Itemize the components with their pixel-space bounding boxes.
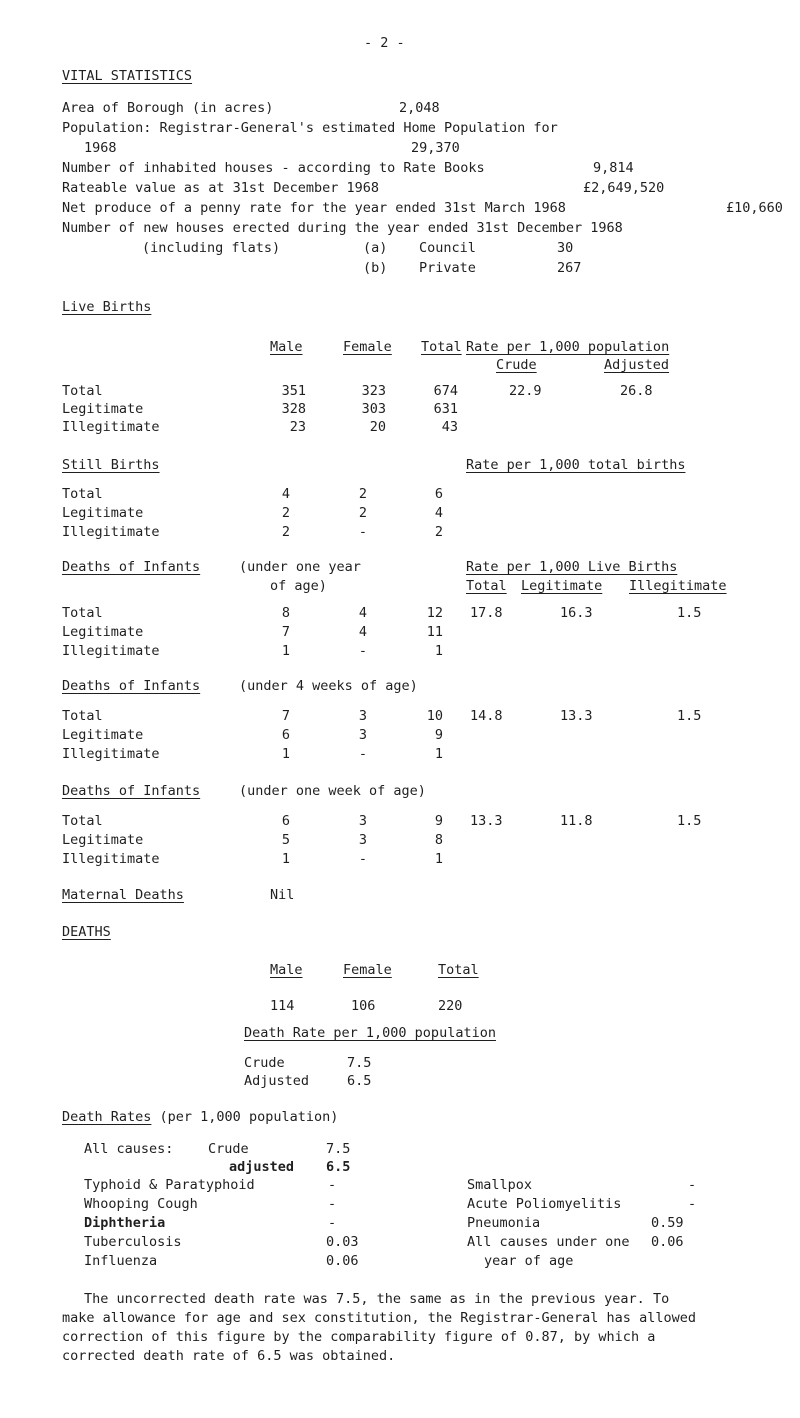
rate-crude-header: Crude (496, 357, 537, 373)
rate-legitimate-value: 16.3 (560, 605, 593, 621)
death-rate-adjusted-label: Adjusted (244, 1073, 310, 1089)
rate-per-population-header: Rate per 1,000 population (466, 339, 670, 355)
total-value: 43 (441, 419, 458, 435)
all-causes-crude-value: 7.5 (326, 1141, 351, 1157)
total-value: 11 (426, 624, 443, 640)
death-rate-crude-value: 7.5 (347, 1055, 372, 1071)
male-value: 2 (281, 505, 290, 521)
rate-total-value: 17.8 (470, 605, 503, 621)
row-label: Legitimate (62, 727, 144, 743)
row-label: Illegitimate (62, 419, 160, 435)
cause-label: Whooping Cough (84, 1196, 198, 1212)
row-label: Total (62, 708, 103, 724)
total-value: 6 (434, 486, 443, 502)
female-value: 323 (361, 383, 386, 399)
rate-illegitimate-value: 1.5 (677, 813, 702, 829)
total-value: 4 (434, 505, 443, 521)
private-label: Private (419, 260, 476, 276)
cause-value: - (688, 1177, 697, 1193)
death-rates-heading (62, 1111, 338, 1125)
row-label: Illegitimate (62, 746, 160, 762)
deaths-col-male: Male (270, 962, 303, 978)
cause-label: Pneumonia (467, 1215, 541, 1231)
rate-illegitimate-value: 1.5 (677, 605, 702, 621)
rateable-label: Rateable value as at 31st December 1968 (62, 180, 379, 196)
cause-value: 0.06 (651, 1234, 684, 1250)
row-label: Legitimate (62, 624, 144, 640)
row-label: Total (62, 605, 103, 621)
male-value: 7 (281, 708, 290, 724)
cause-value: - (328, 1177, 337, 1193)
cause-label: Tuberculosis (84, 1234, 182, 1250)
female-value: 2 (358, 505, 367, 521)
still-births-heading: Still Births (62, 457, 160, 473)
footnote-line: corrected death rate of 6.5 was obtained. (62, 1348, 396, 1364)
including-flats: (including flats) (142, 240, 281, 256)
male-value: 4 (281, 486, 290, 502)
total-value: 674 (433, 383, 458, 399)
female-value: 4 (358, 624, 367, 640)
female-value: - (358, 746, 367, 762)
rate-legitimate-value: 13.3 (560, 708, 593, 724)
rate-total-value: 14.8 (470, 708, 503, 724)
council-label: Council (419, 240, 476, 256)
infant-deaths-qualifier: (under one year (239, 559, 361, 575)
cause-label-continuation: year of age (484, 1253, 574, 1269)
cause-value: 0.03 (326, 1234, 359, 1250)
infant-deaths-heading: Deaths of Infants (62, 559, 201, 575)
infant-rate-total-header: Total (466, 578, 507, 594)
footnote-line: The uncorrected death rate was 7.5, the same as in the previous year. To (84, 1291, 670, 1307)
deaths-col-total: Total (438, 962, 479, 978)
death-rate-crude-label: Crude (244, 1055, 285, 1071)
penny-rate-label: Net produce of a penny rate for the year ended 31st March 1968 (62, 200, 566, 216)
infant-deaths-qualifier: of age) (270, 578, 327, 594)
total-value: 9 (434, 727, 443, 743)
page-number: - 2 - (364, 35, 405, 51)
adjusted-rate-value: 26.8 (620, 383, 653, 399)
cause-value: - (688, 1196, 697, 1212)
total-value: 1 (434, 746, 443, 762)
row-label: Illegitimate (62, 643, 160, 659)
infant-deaths-heading: Deaths of Infants (62, 678, 201, 694)
infant-deaths-heading: Deaths of Infants (62, 783, 201, 799)
row-label: Legitimate (62, 505, 144, 521)
rateable-value: £2,649,520 (583, 180, 665, 196)
male-value: 2 (281, 524, 290, 540)
row-label: Illegitimate (62, 524, 160, 540)
maternal-deaths-label: Maternal Deaths (62, 887, 184, 903)
deaths-heading: DEATHS (62, 924, 111, 940)
female-value: 303 (361, 401, 386, 417)
row-label: Total (62, 383, 103, 399)
cause-value: - (328, 1196, 337, 1212)
male-value: 8 (281, 605, 290, 621)
cause-label: All causes under one (467, 1234, 630, 1250)
male-value: 7 (281, 624, 290, 640)
male-value: 6 (281, 813, 290, 829)
male-value: 1 (281, 851, 290, 867)
row-label: Total (62, 813, 103, 829)
all-causes-adjusted-value: 6.5 (326, 1159, 351, 1175)
col-total-header: Total (421, 339, 462, 355)
page-title: VITAL STATISTICS (62, 68, 193, 84)
female-value: 20 (369, 419, 386, 435)
penny-rate-value: £10,660 (726, 200, 783, 216)
total-value: 2 (434, 524, 443, 540)
area-label: Area of Borough (in acres) (62, 100, 274, 116)
female-value: 3 (358, 832, 367, 848)
cause-value: - (328, 1215, 337, 1231)
still-births-rate-header: Rate per 1,000 total births (466, 457, 686, 473)
cause-label: Smallpox (467, 1177, 533, 1193)
male-value: 1 (281, 643, 290, 659)
total-value: 10 (426, 708, 443, 724)
deaths-col-female: Female (343, 962, 392, 978)
cause-label: Diphtheria (84, 1215, 166, 1231)
female-value: 2 (358, 486, 367, 502)
infant-rate-legitimate-header: Legitimate (521, 578, 603, 594)
female-value: 3 (358, 727, 367, 743)
private-code: (b) (363, 260, 388, 276)
female-value: - (358, 851, 367, 867)
death-rates-heading-underlined: Death Rates (62, 1109, 152, 1125)
row-label: Illegitimate (62, 851, 160, 867)
population-year: 1968 (84, 140, 117, 156)
infant-rate-illegitimate-header: Illegitimate (629, 578, 727, 594)
total-value: 1 (434, 851, 443, 867)
rate-illegitimate-value: 1.5 (677, 708, 702, 724)
population-value: 29,370 (411, 140, 460, 156)
rate-total-value: 13.3 (470, 813, 503, 829)
infant-deaths-qualifier: (under one week of age) (239, 783, 426, 799)
female-value: - (358, 524, 367, 540)
all-causes-crude-label: Crude (208, 1141, 249, 1157)
total-value: 1 (434, 643, 443, 659)
infant-deaths-qualifier: (under 4 weeks of age) (239, 678, 418, 694)
death-rate-adjusted-value: 6.5 (347, 1073, 372, 1089)
cause-value: 0.59 (651, 1215, 684, 1231)
cause-label: Influenza (84, 1253, 158, 1269)
houses-value: 9,814 (593, 160, 634, 176)
male-value: 5 (281, 832, 290, 848)
male-value: 351 (281, 383, 306, 399)
private-value: 267 (557, 260, 582, 276)
row-label: Legitimate (62, 832, 144, 848)
row-label: Legitimate (62, 401, 144, 417)
death-rate-header: Death Rate per 1,000 population (244, 1025, 496, 1041)
female-value: 3 (358, 708, 367, 724)
deaths-total-value: 220 (438, 998, 463, 1014)
live-births-heading: Live Births (62, 299, 152, 315)
male-value: 1 (281, 746, 290, 762)
infant-rate-header: Rate per 1,000 Live Births (466, 559, 678, 575)
footnote-line: correction of this figure by the comparability figure of 0.87, by which a (62, 1329, 656, 1345)
male-value: 23 (289, 419, 306, 435)
council-value: 30 (557, 240, 574, 256)
rate-adjusted-header: Adjusted (604, 357, 670, 373)
population-label: Population: Registrar-General's estimated Home Population for (62, 120, 558, 136)
female-value: 3 (358, 813, 367, 829)
all-causes-adjusted-label: adjusted (229, 1159, 295, 1175)
all-causes-label: All causes: (84, 1141, 174, 1157)
total-value: 8 (434, 832, 443, 848)
cause-label: Typhoid & Paratyphoid (84, 1177, 255, 1193)
total-value: 9 (434, 813, 443, 829)
female-value: - (358, 643, 367, 659)
col-male-header: Male (270, 339, 303, 355)
new-houses-label: Number of new houses erected during the year ended 31st December 1968 (62, 220, 623, 236)
area-value: 2,048 (399, 100, 440, 116)
rate-legitimate-value: 11.8 (560, 813, 593, 829)
deaths-male-value: 114 (270, 998, 295, 1014)
male-value: 328 (281, 401, 306, 417)
total-value: 12 (426, 605, 443, 621)
row-label: Total (62, 486, 103, 502)
female-value: 4 (358, 605, 367, 621)
houses-label: Number of inhabited houses - according to Rate Books (62, 160, 485, 176)
total-value: 631 (433, 401, 458, 417)
cause-value: 0.06 (326, 1253, 359, 1269)
footnote-line: make allowance for age and sex constitution, the Registrar-General has allowed (62, 1310, 696, 1326)
cause-label: Acute Poliomyelitis (467, 1196, 622, 1212)
deaths-female-value: 106 (351, 998, 376, 1014)
maternal-deaths-value: Nil (270, 887, 295, 903)
col-female-header: Female (343, 339, 392, 355)
crude-rate-value: 22.9 (509, 383, 542, 399)
death-rates-heading-rest: (per 1,000 population) (151, 1109, 339, 1125)
council-code: (a) (363, 240, 388, 256)
male-value: 6 (281, 727, 290, 743)
